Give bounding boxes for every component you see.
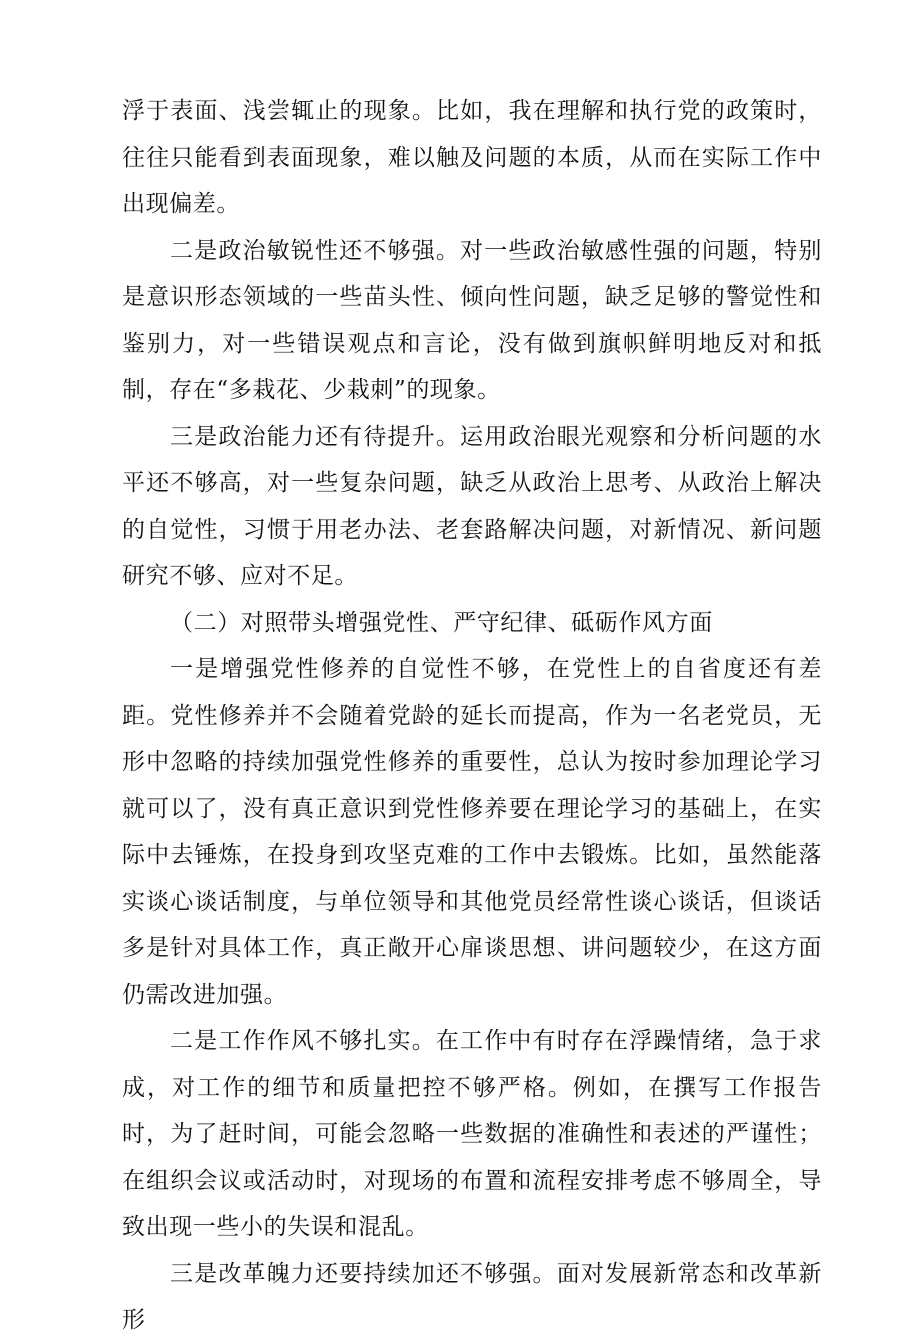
- paragraph-political-ability: 三是政治能力还有待提升。运用政治眼光观察和分析问题的水平还不够高，对一些复杂问题，缺乏从政治上思考、从政治上解决的自觉性，习惯于用老办法、老套路解决问题，对新情况、新问题研究不够、应对不足。: [122, 423, 822, 589]
- paragraph-work-style: 二是工作作风不够扎实。在工作中有时存在浮躁情绪，急于求成，对工作的细节和质量把控不够严格。例如，在撰写工作报告时，为了赶时间，可能会忽略一些数据的准确性和表述的严谨性；在组织会议或活动时，对现场的布置和流程安排考虑不够周全，导致出现一些小的失误和混乱。: [122, 1028, 822, 1240]
- paragraph-continuation: 浮于表面、浅尝辄止的现象。比如，我在理解和执行党的政策时，往往只能看到表面现象，难以触及问题的本质，从而在实际工作中出现偏差。: [122, 98, 822, 217]
- section-heading: （二）对照带头增强党性、严守纪律、砥砺作风方面: [170, 609, 713, 636]
- paragraph-political-sensitivity: 二是政治敏锐性还不够强。对一些政治敏感性强的问题，特别是意识形态领域的一些苗头性、倾向性问题，缺乏足够的警觉性和鉴别力，对一些错误观点和言论，没有做到旗帜鲜明地反对和抵制，存在“多栽花、少栽刺”的现象。: [122, 237, 822, 403]
- document-body: [122, 88, 822, 1344]
- paragraph-party-spirit: 一是增强党性修养的自觉性不够，在党性上的自省度还有差距。党性修养并不会随着党龄的延长而提高，作为一名老党员，无形中忽略的持续加强党性修养的重要性，总认为按时参加理论学习就可以了，没有真正意识到党性修养要在理论学习的基础上，在实际中去锤炼，在投身到攻坚克难的工作中去锻炼。比如，虽然能落实谈心谈话制度，与单位领导和其他党员经常性谈心谈话，但谈话多是针对具体工作，真正敞开心扉谈思想、讲问题较少，在这方面仍需改进加强。: [122, 656, 822, 1008]
- paragraph-reform-courage: 三是改革魄力还要持续加还不够强。面对发展新常态和改革新形: [122, 1260, 822, 1333]
